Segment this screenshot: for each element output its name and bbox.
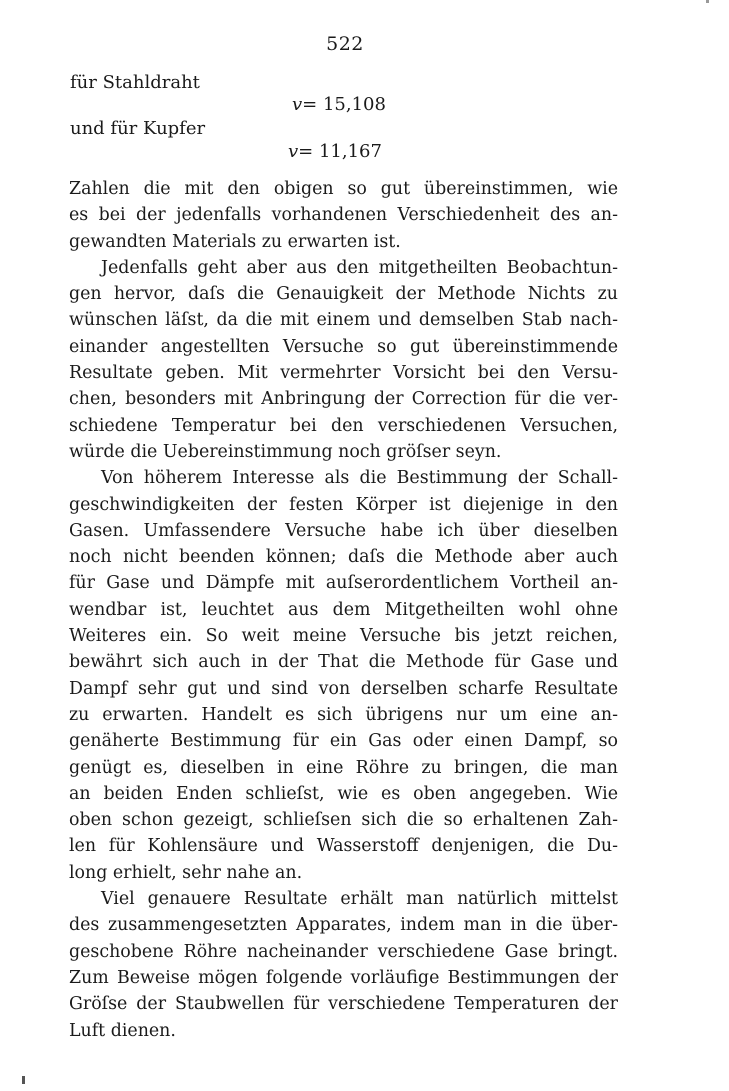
text-line: oben schon gezeigt, schlieſsen sich die so erhaltenen Zah- (69, 810, 618, 831)
text-line: Von höherem Interesse als die Bestimmung der Schall- (101, 468, 618, 489)
text-line: gewandten Materials zu erwarten ist. (69, 231, 401, 252)
text-line: wendbar ist, leuchtet aus dem Mitgetheilten wohl ohne (69, 599, 618, 620)
text-line: genügt es, dieselben in eine Röhre zu bringen, die man (69, 757, 618, 778)
text-line: Dampf sehr gut und sind von derselben scharfe Resultate (69, 678, 618, 699)
text-line: Zum Beweise mögen folgende vorläufige Bestimmungen der (69, 967, 618, 988)
text-line: geschwindigkeiten der festen Körper ist diejenige in den (69, 494, 618, 515)
formula-variable: v (288, 141, 299, 162)
text-line: chen, besonders mit Anbringung der Correction für die ver- (69, 389, 618, 410)
text-line: zu erwarten. Handelt es sich übrigens nur um eine an- (69, 704, 618, 725)
text-line: es bei der jedenfalls vorhandenen Verschiedenheit des an- (69, 205, 618, 226)
text-line: Gasen. Umfassendere Versuche habe ich über dieselben (69, 520, 618, 541)
text-line: des zusammengesetzten Apparates, indem man in die über- (69, 915, 618, 936)
text-line: geschobene Röhre nacheinander verschiedene Gase bringt. (69, 941, 618, 962)
text-line: Jedenfalls geht aber aus den mitgetheilten Beobachtun- (101, 257, 618, 278)
text-line: gen hervor, daſs die Genauigkeit der Methode Nichts zu (69, 284, 618, 305)
formula-label-steel: für Stahldraht (70, 72, 200, 93)
scan-speck (706, 0, 709, 3)
paragraph (69, 465, 618, 886)
scan-speck (22, 1076, 25, 1084)
formula-value-copper (288, 141, 382, 162)
formula-block (70, 72, 620, 172)
text-line: Weiteres ein. So weit meine Versuche bis jetzt reichen, (69, 626, 618, 647)
formula-value-steel (292, 94, 386, 115)
text-line: einander angestellten Versuche so gut übereinstimmende (69, 336, 618, 357)
text-line: bewährt sich auch in der That die Methode für Gase und (69, 652, 618, 673)
text-line: noch nicht beenden können; daſs die Methode aber auch (69, 547, 618, 568)
text-line: Viel genauere Resultate erhält man natürlich mittelst (101, 889, 618, 910)
paragraph (69, 886, 618, 1044)
paragraph (69, 176, 618, 255)
body-text (69, 176, 618, 1044)
text-line: len für Kohlensäure und Wasserstoff denjenigen, die Du- (69, 836, 618, 857)
text-line: Luft dienen. (69, 1020, 176, 1041)
formula-label-copper: und für Kupfer (70, 118, 206, 139)
text-line: wünschen läſst, da die mit einem und demselben Stab nach- (69, 310, 618, 331)
text-line: an beiden Enden schlieſst, wie es oben angegeben. Wie (69, 783, 618, 804)
text-line: Gröſse der Staubwellen für verschiedene Temperaturen der (69, 994, 618, 1015)
text-line: Resultate geben. Mit vermehrter Vorsicht bei den Versu- (69, 363, 618, 384)
text-line: schiedene Temperatur bei den verschiedenen Versuchen, (69, 415, 618, 436)
text-line: würde die Uebereinstimmung noch gröſser seyn. (69, 441, 502, 462)
page-number: 522 (326, 33, 364, 55)
text-line: long erhielt, sehr nahe an. (69, 862, 303, 883)
text-line: genäherte Bestimmung für ein Gas oder einen Dampf, so (69, 731, 618, 752)
formula-relation: = 15,108 (302, 94, 386, 115)
formula-variable: v (292, 94, 303, 115)
text-line: Zahlen die mit den obigen so gut übereinstimmen, wie (69, 179, 618, 199)
text-line: für Gase und Dämpfe mit auſserordentlichem Vortheil an- (69, 573, 618, 594)
paragraph (69, 255, 618, 465)
formula-relation: = 11,167 (298, 141, 382, 162)
